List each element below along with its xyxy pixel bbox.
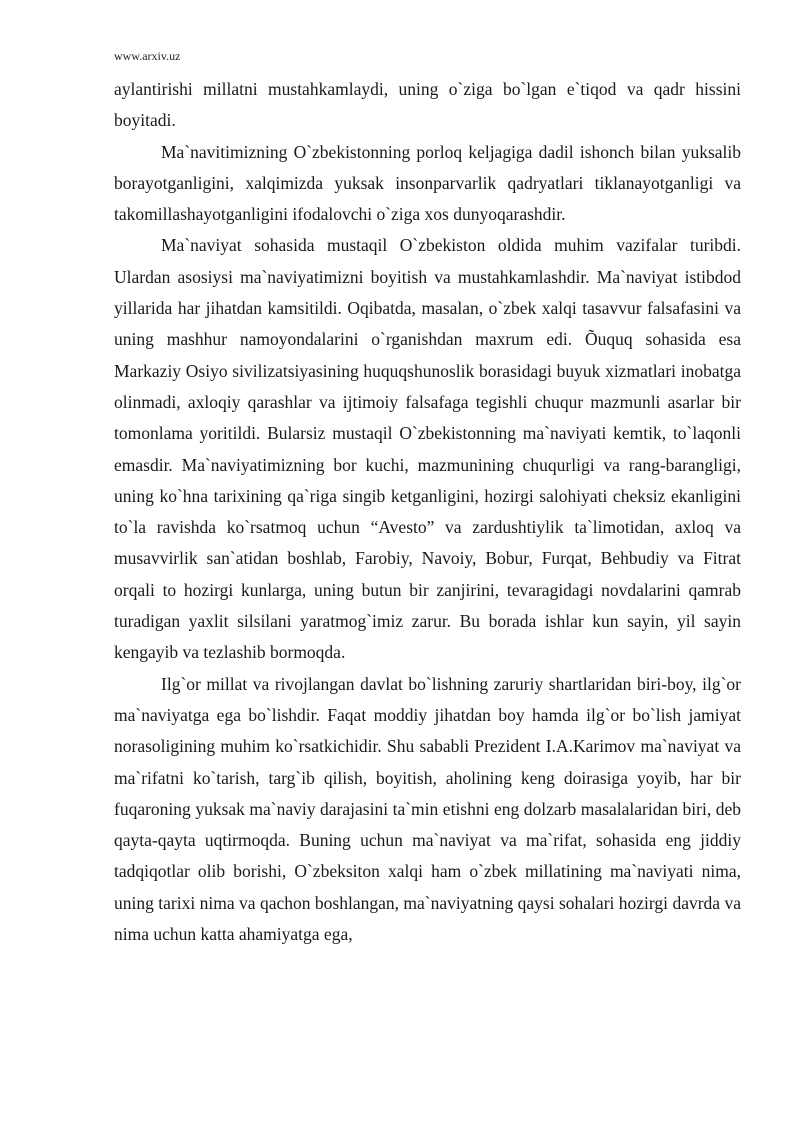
document-body [114, 74, 741, 950]
paragraph-4: Ilg`or millat va rivojlangan davlat bo`lishning zaruriy shartlaridan biri-boy, ilg`or ma`naviyatga ega bo`lishdir. Faqat moddiy jihatdan boy hamda ilg`or bo`lish jamiyat norasoligining muhim ko`rsatkichidir. Shu sababli Prezident I.A.Karimov ma`naviyat va ma`rifatni ko`tarish, targ`ib qilish, boyitish, aholining keng doirasiga yoyib, har bir fuqaroning yuksak ma`naviy darajasini ta`min etishni eng dolzarb masalalaridan biri, deb qayta-qayta uqtirmoqda. Buning uchun ma`naviyat va ma`rifat, sohasida eng jiddiy tadqiqotlar olib borishi, O`zbeksiton xalqi ham o`zbek millatining ma`naviyati nima, uning tarixi nima va qachon boshlangan, ma`naviyatning qaysi sohalari hozirgi davrda va nima uchun katta ahamiyatga ega, [114, 673, 741, 945]
paragraph-1: aylantirishi millatni mustahkamlaydi, uning o`ziga bo`lgan e`tiqod va qadr hissini boyitadi. [114, 79, 741, 131]
site-url: www.arxiv.uz [114, 49, 181, 63]
paragraph-2: Ma`navitimizning O`zbekistonning porloq keljagiga dadil ishonch bilan yuksalib borayotganligini, xalqimizda yuksak insonparvarlik qadryatlari tiklanayotganligi va takomillashayotganligini ifodalovchi o`ziga xos dunyoqarashdir. [114, 141, 741, 225]
paragraph-3: Ma`naviyat sohasida mustaqil O`zbekiston oldida muhim vazifalar turibdi. Ulardan asosiysi ma`naviyatimizni boyitish va mustahkamlashdir. Ma`naviyat istibdod yillarida har jihatdan kamsitildi. Oqibatda, masalan, o`zbek xalqi tasavvur falsafasini va uning mashhur namoyondalarini o`rganishdan maxrum edi. Õuquq sohasida esa Markaziy Osiyo sivilizatsiyasining huquqshunoslik borasidagi buyuk xizmatlari inobatga olinmadi, axloqiy qarashlar va ijtimoiy falsafaga tegishli chuqur mazmunli asarlar bir tomonlama yoritildi. Bularsiz mustaqil O`zbekistonning ma`naviyati kemtik, to`laqonli emasdir. Ma`naviyatimizning bor kuchi, mazmunining chuqurligi va rang-barangligi, uning ko`hna tarixining qa`riga singib ketganligini, hozirgi salohiyati cheksiz ekanligini to`la ravishda ko`rsatmoq uchun “Avesto” va zardushtiylik ta`limotidan, axloq va musavvirlik san`atidan boshlab, Farobiy, Navoiy, Bobur, Furqat, Behbudiy va Fitrat orqali to hozirgi kunlarga, uning butun bir zanjirini, tevaragidagi novdalarini qamrab turadigan yaxlit silsilani yaratmog`imiz zarur. Bu borada ishlar kun sayin, yil sayin kengayib va tezlashib bormoqda. [114, 235, 741, 663]
